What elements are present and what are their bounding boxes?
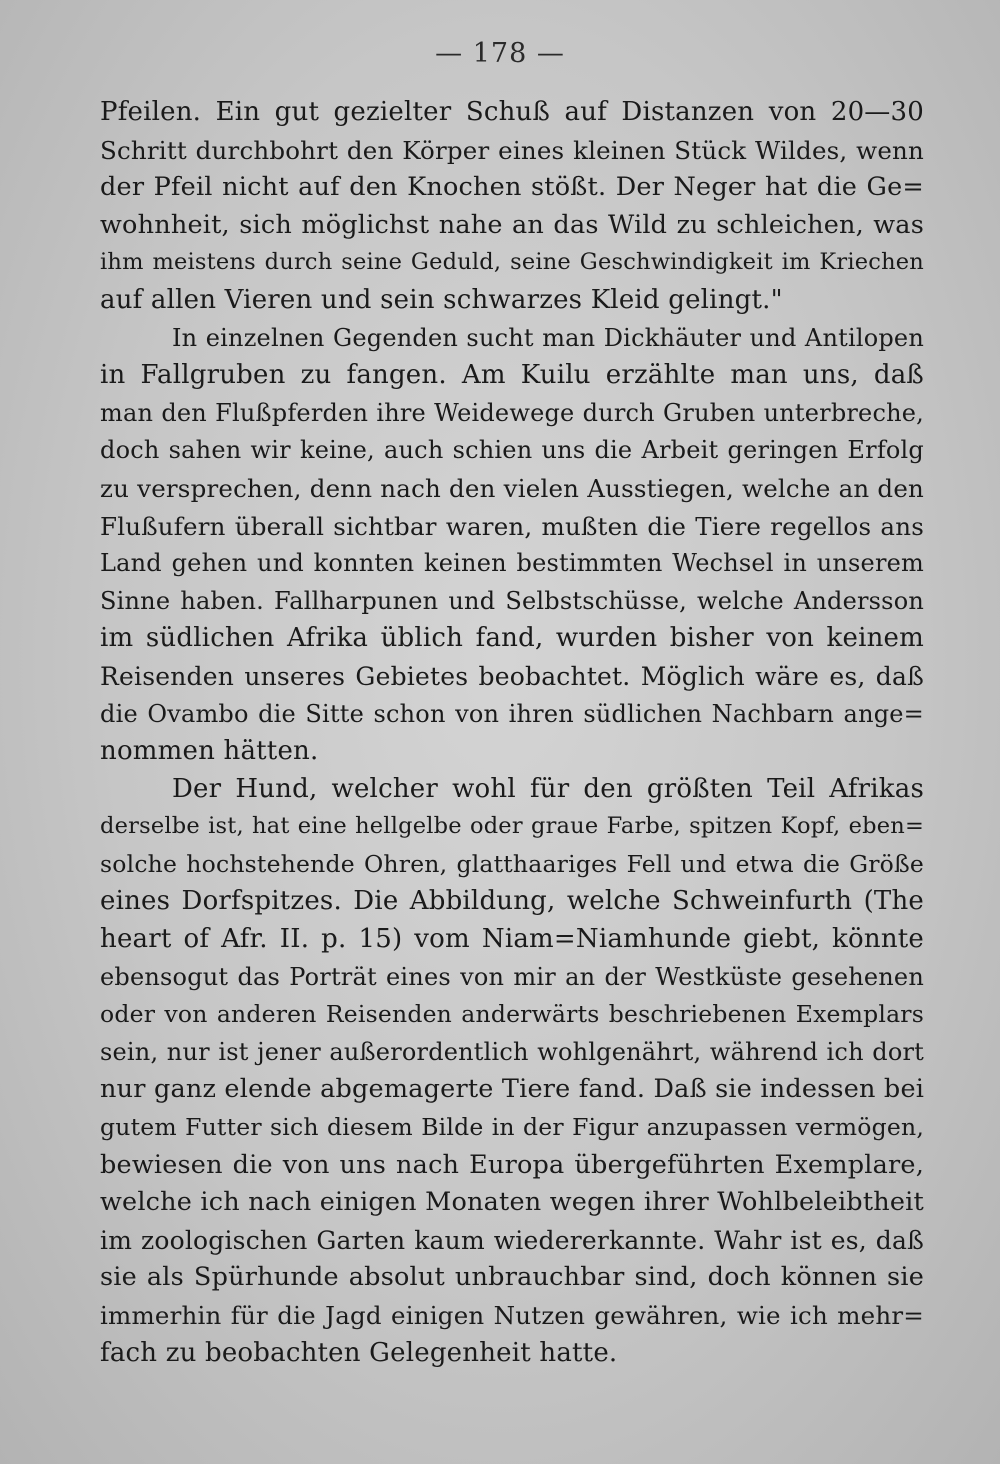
text-line: doch sahen wir keine, auch schien uns die Arbeit geringen Erfolg (100, 436, 924, 465)
text-line: Der Hund, welcher wohl für den größten Teil Afrikas (172, 773, 924, 804)
text-line: ebensogut das Porträt eines von mir an der Westküste gesehenen (100, 962, 924, 991)
text-line: im zoologischen Garten kaum wiedererkannte. Wahr ist es, daß (100, 1225, 924, 1255)
text-line: solche hochstehende Ohren, glatthaariges Fell und etwa die Größe (100, 849, 924, 878)
text-line: ihm meistens durch seine Geduld, seine Geschwindigkeit im Kriechen (100, 249, 924, 276)
text-line: gutem Futter sich diesem Bilde in der Figur anzupassen vermögen, (100, 1113, 924, 1142)
text-line: fach zu beobachten Gelegenheit hatte. (100, 1337, 618, 1368)
text-line: nommen hätten. (100, 736, 319, 767)
text-line: der Pfeil nicht auf den Knochen stößt. Der Neger hat die Ge= (100, 172, 924, 203)
text-line: eines Dorfspitzes. Die Abbildung, welche Schweinfurth (The (100, 886, 924, 917)
text-line: man den Flußpferden ihre Weidewege durch Gruben unterbreche, (100, 398, 924, 427)
body-text (100, 94, 924, 1372)
text-line: Land gehen und konnten keinen bestimmten Wechsel in unserem (100, 549, 924, 578)
text-line: zu versprechen, denn nach den vielen Ausstiegen, welche an den (100, 473, 924, 503)
text-line: Schritt durchbohrt den Körper eines kleinen Stück Wildes, wenn (100, 135, 924, 165)
text-line: immerhin für die Jagd einigen Nutzen gewähren, wie ich mehr= (100, 1301, 924, 1330)
text-line: heart of Afr. II. p. 15) vom Niam=Niamhunde giebt, könnte (100, 924, 924, 955)
text-line: in Fallgruben zu fangen. Am Kuilu erzählte man uns, daß (100, 360, 924, 391)
text-line: Reisenden unseres Gebietes beobachtet. Möglich wäre es, daß (100, 661, 924, 691)
text-line: bewiesen die von uns nach Europa übergeführten Exemplare, (100, 1149, 924, 1180)
text-line: nur ganz elende abgemagerte Tiere fand. Daß sie indessen bei (100, 1074, 924, 1105)
page-number: — 178 — (435, 38, 565, 69)
text-line: wohnheit, sich möglichst nahe an das Wild zu schleichen, was (100, 209, 924, 240)
text-line: die Ovambo die Sitte schon von ihren südlichen Nachbarn ange= (100, 699, 924, 728)
text-line: welche ich nach einigen Monaten wegen ihrer Wohlbeleibtheit (100, 1187, 924, 1218)
text-line: derselbe ist, hat eine hellgelbe oder graue Farbe, spitzen Kopf, eben= (100, 813, 924, 840)
text-line: sein, nur ist jener außerordentlich wohlgenährt, während ich dort (100, 1037, 924, 1066)
text-line: im südlichen Afrika üblich fand, wurden bisher von keinem (100, 623, 924, 654)
text-line: auf allen Vieren und sein schwarzes Kleid gelingt." (100, 284, 783, 315)
text-line: In einzelnen Gegenden sucht man Dickhäuter und Antilopen (172, 323, 924, 352)
text-line: Flußufern überall sichtbar waren, mußten die Tiere regellos ans (100, 511, 924, 541)
text-line: Sinne haben. Fallharpunen und Selbstschüsse, welche Andersson (100, 586, 924, 615)
text-line: Pfeilen. Ein gut gezielter Schuß auf Distanzen von 20—30 (100, 97, 924, 127)
text-line: oder von anderen Reisenden anderwärts beschriebenen Exemplars (100, 1000, 924, 1029)
text-line: sie als Spürhunde absolut unbrauchbar sind, doch können sie (100, 1262, 924, 1293)
